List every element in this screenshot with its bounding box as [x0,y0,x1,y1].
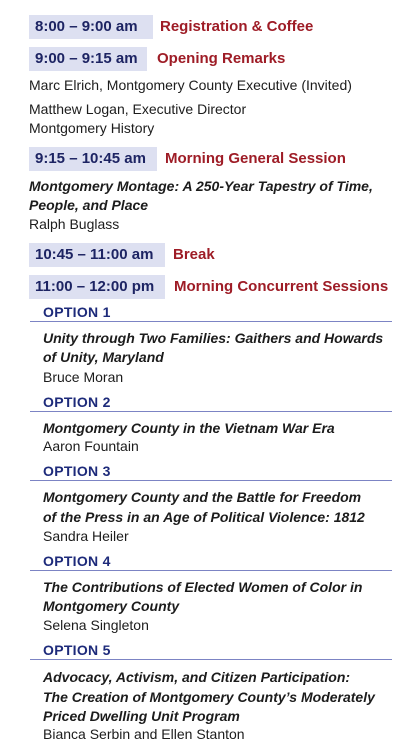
option-3-divider [30,480,392,481]
option-1-title-2: of Unity, Maryland [43,349,164,365]
opening-speaker-2-org: Montgomery History [29,120,155,136]
option-2-label: OPTION 2 [43,394,111,410]
time-opening: 9:00 – 9:15 am [29,47,147,71]
option-1-divider [30,321,392,322]
option-2-title-1: Montgomery County in the Vietnam War Era [43,420,335,436]
time-concurrent: 11:00 – 12:00 pm [29,275,165,299]
option-3-title-2: of the Press in an Age of Political Violence: 1812 [43,509,365,525]
option-4-label: OPTION 4 [43,553,111,569]
session-concurrent: Morning Concurrent Sessions [174,278,389,295]
option-1-speaker: Bruce Moran [43,369,124,385]
session-general: Morning General Session [165,150,346,167]
general-talk-title-1: Montgomery Montage: A 250-Year Tapestry of Time, [29,178,373,194]
time-general-session: 9:15 – 10:45 am [29,147,157,171]
general-talk-title-2: People, and Place [29,197,149,213]
option-5-title-3: Priced Dwelling Unit Program [43,708,240,724]
option-4-title-1: The Contributions of Elected Women of Color in [43,579,363,595]
option-4-divider [30,570,392,571]
option-2-speaker: Aaron Fountain [43,438,139,454]
option-1-label: OPTION 1 [43,304,111,320]
option-2-divider [30,411,392,412]
option-5-divider [30,659,392,660]
session-break: Break [173,246,215,263]
option-1-title-1: Unity through Two Families: Gaithers and Howards [43,330,384,346]
option-4-speaker: Selena Singleton [43,617,149,633]
general-speaker: Ralph Buglass [29,216,120,232]
option-5-speaker: Bianca Serbin and Ellen Stanton [43,726,245,742]
session-registration: Registration & Coffee [160,18,314,35]
time-registration: 8:00 – 9:00 am [29,15,153,39]
time-break: 10:45 – 11:00 am [29,243,165,267]
opening-speaker-1: Marc Elrich, Montgomery County Executive (Invited) [29,77,352,93]
option-3-speaker: Sandra Heiler [43,528,129,544]
opening-speaker-2: Matthew Logan, Executive Director [29,101,247,117]
option-3-label: OPTION 3 [43,463,111,479]
option-5-title-2: The Creation of Montgomery County’s Moderately [43,689,375,705]
option-4-title-2: Montgomery County [43,598,180,614]
option-3-title-1: Montgomery County and the Battle for Freedom [43,489,362,505]
option-5-title-1: Advocacy, Activism, and Citizen Participation: [43,669,351,685]
option-5-label: OPTION 5 [43,642,111,658]
session-opening: Opening Remarks [157,50,286,67]
